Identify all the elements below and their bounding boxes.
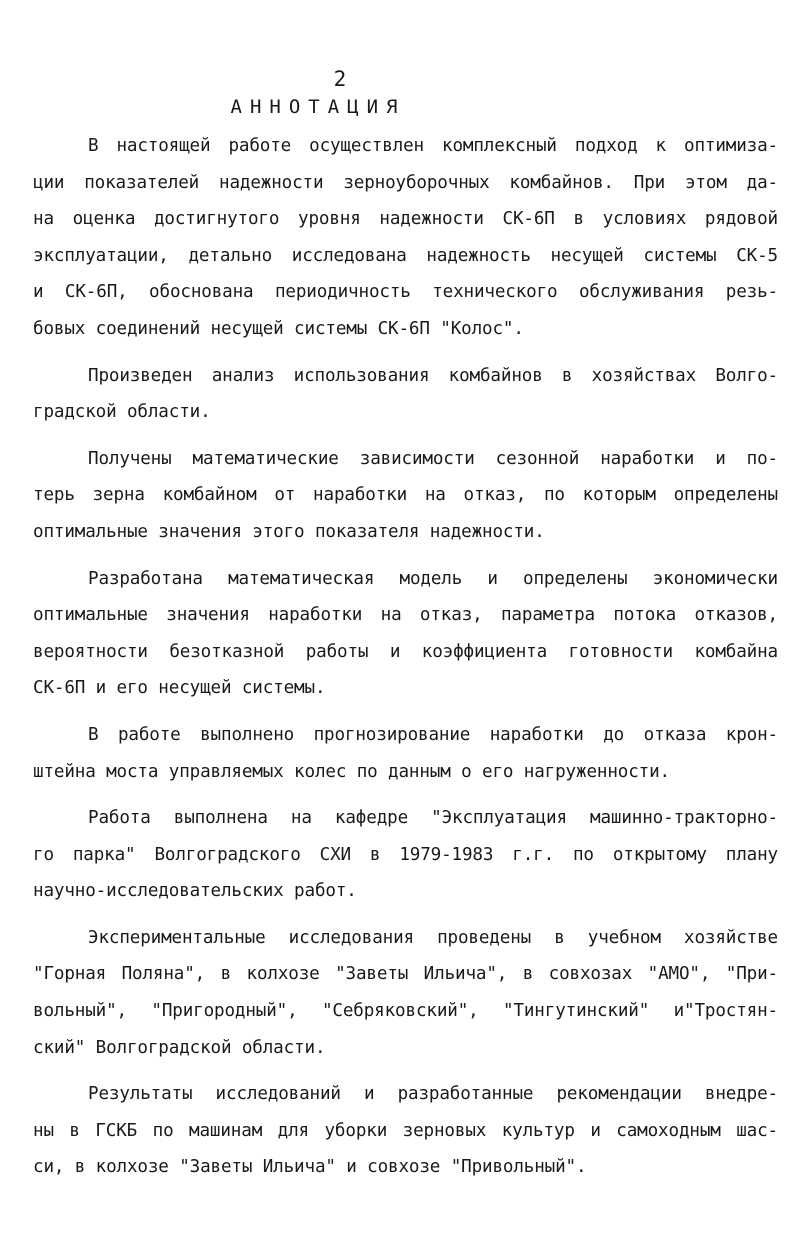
- paragraph: [33, 441, 778, 551]
- text-line: го парка" Волгоградского СХИ в 1979-1983 г.г. по открытому плану: [33, 844, 778, 865]
- paragraph: [33, 561, 778, 707]
- text-line: си, в колхозе "Заветы Ильича" и совхозе "Привольный".: [33, 1157, 587, 1178]
- text-line: ны в ГСКБ по машинам для уборки зерновых культур и самоходным шас-: [33, 1120, 778, 1141]
- paragraph: [33, 1076, 778, 1186]
- paragraph: [33, 358, 778, 431]
- paragraph: [33, 128, 778, 348]
- text-line: ский" Волгоградской области.: [33, 1037, 326, 1058]
- text-line: вероятности безотказной работы и коэффициента готовности комбайна: [33, 641, 778, 662]
- text-line: В работе выполнено прогнозирование наработки до отказа крон-: [88, 724, 778, 745]
- text-line: терь зерна комбайном от наработки на отказ, по которым определены: [33, 485, 778, 506]
- text-line: градской области.: [33, 402, 211, 423]
- page-number: 2: [333, 67, 347, 91]
- text-line: ции показателей надежности зерноуборочных комбайнов. При этом да-: [33, 172, 778, 193]
- text-line: СК-6П и его несущей системы.: [33, 678, 326, 699]
- text-line: Результаты исследований и разработанные рекомендации внедре-: [88, 1084, 778, 1105]
- text-line: Работа выполнена на кафедре "Эксплуатация машинно-тракторно-: [88, 808, 778, 829]
- text-line: оптимальные значения этого показателя надежности.: [33, 521, 545, 542]
- paragraph: [33, 717, 778, 790]
- text-line: В настоящей работе осуществлен комплексный подход к оптимиза-: [88, 136, 778, 156]
- text-line: Экспериментальные исследования проведены в учебном хозяйстве: [88, 927, 778, 948]
- text-line: Произведен анализ использования комбайнов в хозяйствах Волго-: [88, 365, 778, 386]
- text-line: на оценка достигнутого уровня надежности СК-6П в условиях рядовой: [33, 209, 778, 230]
- text-line: Разработана математическая модель и определены экономически: [88, 568, 778, 589]
- annotation-heading: АННОТАЦИЯ: [230, 96, 406, 118]
- paragraph: [33, 800, 778, 910]
- annotation-body: [33, 128, 778, 1196]
- text-line: штейна моста управляемых колес по данным о его нагруженности.: [33, 761, 670, 782]
- text-line: и СК-6П, обоснована периодичность технического обслуживания резь-: [33, 282, 778, 303]
- text-line: вольный", "Пригородный", "Себряковский", "Тингутинский" и"Тростян-: [33, 1001, 778, 1022]
- text-line: научно-исследовательских работ.: [33, 881, 357, 902]
- paragraph: [33, 920, 778, 1066]
- text-line: оптимальные значения наработки на отказ, параметра потока отказов,: [33, 605, 778, 626]
- text-line: "Горная Поляна", в колхозе "Заветы Ильича", в совхозах "АМО", "При-: [33, 964, 778, 985]
- text-line: эксплуатации, детально исследована надежность несущей системы СК-5: [33, 245, 778, 266]
- text-line: бовых соединений несущей системы СК-6П "Колос".: [33, 318, 524, 339]
- text-line: Получены математические зависимости сезонной наработки и по-: [88, 448, 778, 469]
